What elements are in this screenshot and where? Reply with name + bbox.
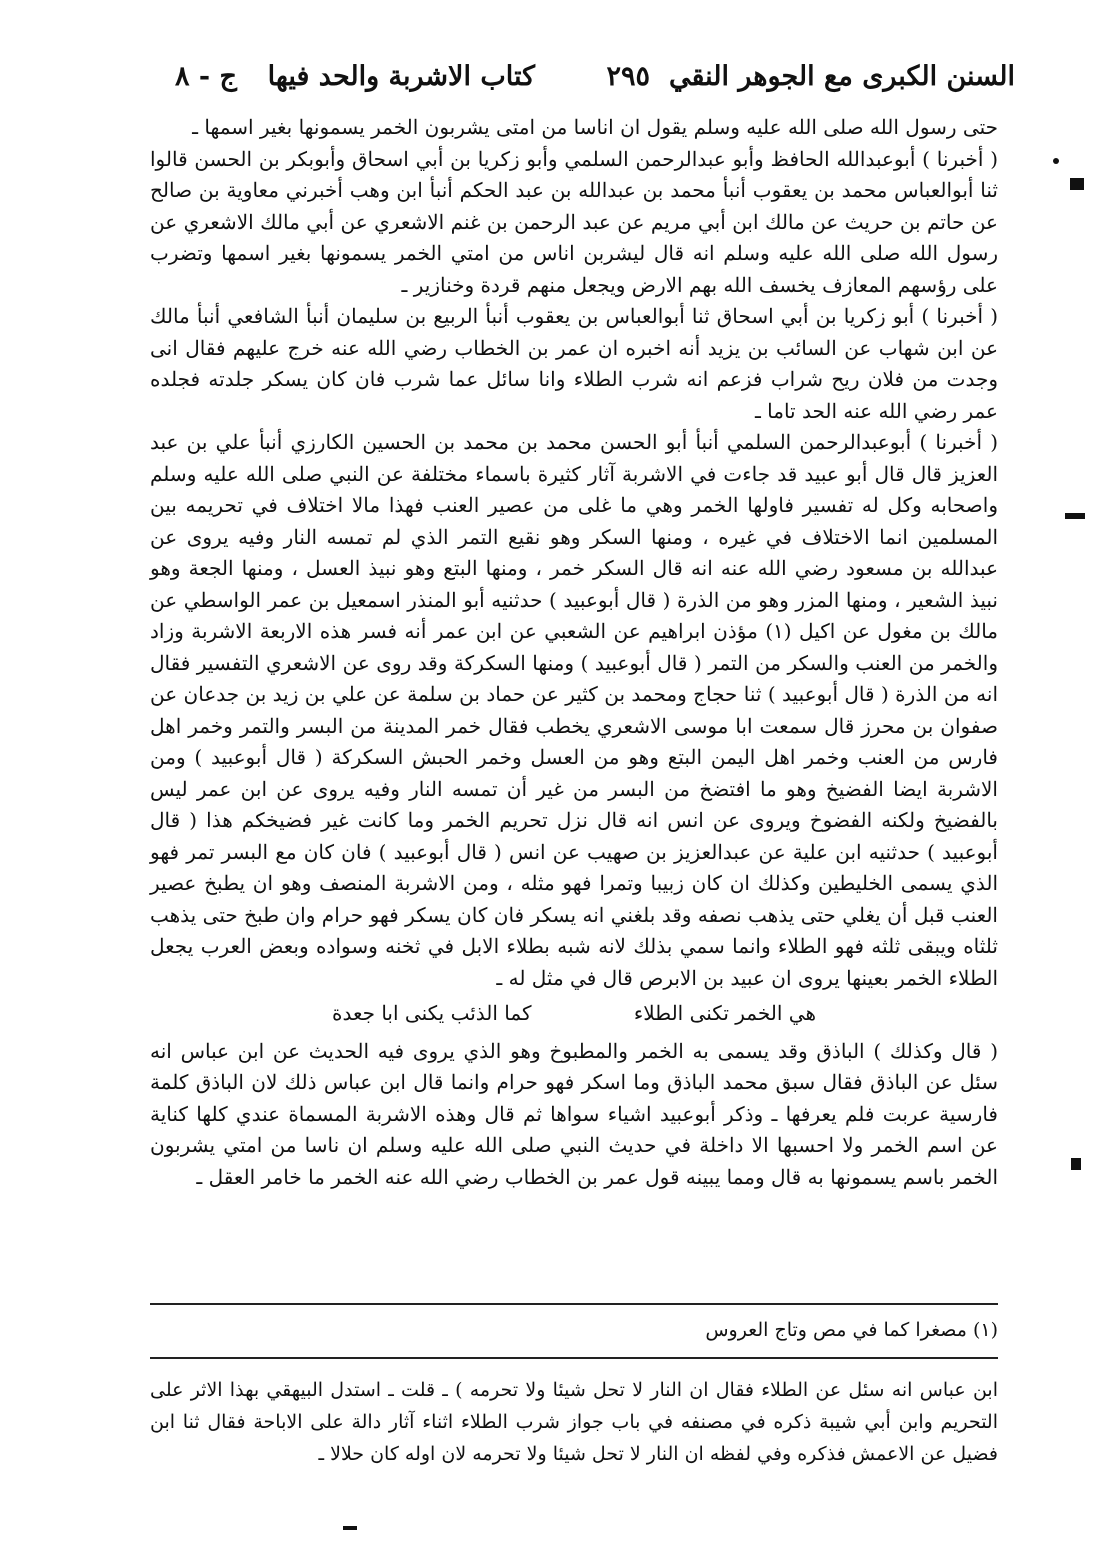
volume-label: ج - ٨: [175, 61, 237, 92]
poem-verse: [150, 994, 998, 1036]
footnote-source: (١) مصغرا كما في مص وتاج العروس: [705, 1319, 998, 1341]
book-title: السنن الكبرى مع الجوهر النقي: [668, 61, 1015, 92]
paragraph: ( قال وكذلك ) الباذق وقد يسمى به الخمر والمطبوخ وهو الذي يروى فيه الحديث عن ابن عباس انه سئل عن الباذق فقال سبق محمد الباذق وما اسكر فهو حرام وانما قال ابن عباس ذلك لان الباذق كلمة فارسية عربت فلم يعرفها ـ وذكر أبوعبيد اشياء سواها ثم قال وهذه الاشربة المسماة عندي كلها كناية عن اسم الخمر ولا احسبها الا داخلة في حديث النبي صلى الله عليه وسلم ان ناسا من امتي يشربون الخمر باسم يسمونها به قال ومما يبينه قول عمر بن الخطاب رضي الله عنه الخمر ما خامر العقل ـ: [150, 1038, 998, 1189]
paragraph: ( أخبرنا ) أبو زكريا بن أبي اسحاق ثنا أبوالعباس بن يعقوب أنبأ الربيع بن سليمان أنبأ الشافعي أنبأ مالك عن ابن شهاب عن السائب بن يزيد أنه اخبره ان عمر بن الخطاب رضي الله عنه خرج عليهم فقال انى وجدت من فلان ريح شراب فزعم انه شرب الطلاء وانا سائل عما شرب فان كان يسكر جلدته فجلده عمر رضي الله عنه الحد تاما ـ: [150, 304, 998, 423]
page-mark: [343, 1526, 357, 1530]
verse-first-hemistich: هي الخمر تكنى الطلاء: [633, 1001, 816, 1025]
page-header: [175, 55, 1015, 99]
footnote-commentary: ابن عباس انه سئل عن الطلاء فقال ان النار لا تحل شيئا ولا تحرمه ) ـ قلت ـ استدل البيهقي بهذا الاثر على التحريم وابن أبي شيبة ذكره في مصنفه في باب جواز شرب الطلاء اثناء آثار دالة على الاباحة فقال ثنا ابن فضيل عن الاعمش فذكره وفي لفظه ان النار لا تحل شيئا ولا تحرمه لان اوله كان حلالا ـ: [150, 1379, 998, 1465]
page-number: ٢٩٥: [606, 61, 650, 92]
margin-mark: [1070, 178, 1084, 190]
paragraph: حتى رسول الله صلى الله عليه وسلم يقول ان اناسا من امتى يشربون الخمر يسمونها بغير اسمها ـ: [192, 115, 998, 139]
verse-second-hemistich: كما الذئب يكنى ابا جعدة: [331, 1001, 532, 1025]
paragraph: ( أخبرنا ) أبوعبدالله الحافظ وأبو عبدالرحمن السلمي وأبو زكريا بن أبي اسحاق وأبوبكر بن الحسن قالوا ثنا أبوالعباس محمد بن يعقوب أنبأ محمد بن عبدالله بن عبد الحكم أنبأ ابن وهب أخبرني معاوية بن صالح عن حاتم بن حريث عن مالك ابن أبي مريم عن عبد الرحمن بن غنم الاشعري عن أبي مالك الاشعري عن رسول الله صلى الله عليه وسلم انه قال ليشربن اناس من امتي الخمر يسمونها بغير اسمها وتضرب على رؤسهم المعازف يخسف الله بهم الارض ويجعل منهم قردة وخنازير ـ: [150, 146, 998, 297]
chapter-title: كتاب الاشربة والحد فيها: [267, 61, 535, 92]
main-text: [150, 112, 998, 1193]
commentary-divider: [150, 1357, 998, 1359]
paragraph: ( أخبرنا ) أبوعبدالرحمن السلمي أنبأ أبو الحسن محمد بن محمد بن الحسين الكارزي أنبأ علي بن عبد العزيز قال قال أبو عبيد قد جاءت في الاشربة آثار كثيرة باسماء مختلفة عن النبي صلى الله عليه وسلم واصحابه وكل له تفسير فاولها الخمر وهي ما غلى من عصير العنب فهذا مالا اختلاف في تحريمه بين المسلمين انما الاختلاف في غيره ، ومنها السكر وهو نقيع التمر الذي لم تمسه النار وفيه يروى عن عبدالله بن مسعود رضي الله عنه انه قال السكر خمر ، ومنها البتع وهو نبيذ العسل ، ومنها الجعة وهو نبيذ الشعير ، ومنها المزر وهو من الذرة ( قال أبوعبيد ) حدثنيه أبو المنذر اسمعيل بن عمر الواسطي عن مالك بن مغول عن اكيل (١) مؤذن ابراهيم عن الشعبي عن ابن عمر أنه فسر هذه الاربعة الاشربة وزاد والخمر من العنب والسكر من التمر ( قال أبوعبيد ) ومنها السكركة وقد روى عن الاشعري التفسير فقال انه من الذرة ( قال أبوعبيد ) ثنا حجاج ومحمد بن كثير عن حماد بن سلمة عن علي بن زيد بن جدعان عن صفوان بن محرز قال سمعت ابا موسى الاشعري يخطب فقال خمر المدينة من البسر والتمر وخمر اهل فارس من العنب وخمر اهل اليمن البتع وهو من العسل وخمر الحبش السكركة ( قال أبوعبيد ) ومن الاشربة ايضا الفضيخ وهو ما افتضخ من البسر من غير أن تمسه النار وفيه يروى عن ابن عمر ليس بالفضيخ ولكنه الفضوخ ويروى عن انس انه قال نزل تحريم الخمر وما كانت غير فضيخكم هذا ( قال أبوعبيد ) حدثنيه ابن علية عن عبدالعزيز بن صهيب عن انس ( قال أبوعبيد ) فان كان مع البسر تمر فهو الذي يسمى الخليطين وكذلك ان كان زبيبا وتمرا فهو مثله ، ومن الاشربة المنصف وهو ان يطبخ عصير العنب قبل أن يغلي حتى يذهب نصفه وقد بلغني انه يسكر فان كان يسكر فهو حرام وان طبخ حتى يذهب ثلثاه ويبقى ثلثه فهو الطلاء وانما سمي بذلك لانه شبه بطلاء الابل في ثخنه وسواده وبعض العرب يجعل الطلاء الخمر بعينها يروى ان عبيد بن الابرص قال في مثل له ـ: [150, 430, 999, 990]
margin-dot: [1053, 158, 1059, 164]
margin-mark: [1071, 1158, 1081, 1170]
footnote-divider: [150, 1303, 998, 1305]
margin-mark: [1065, 513, 1085, 519]
